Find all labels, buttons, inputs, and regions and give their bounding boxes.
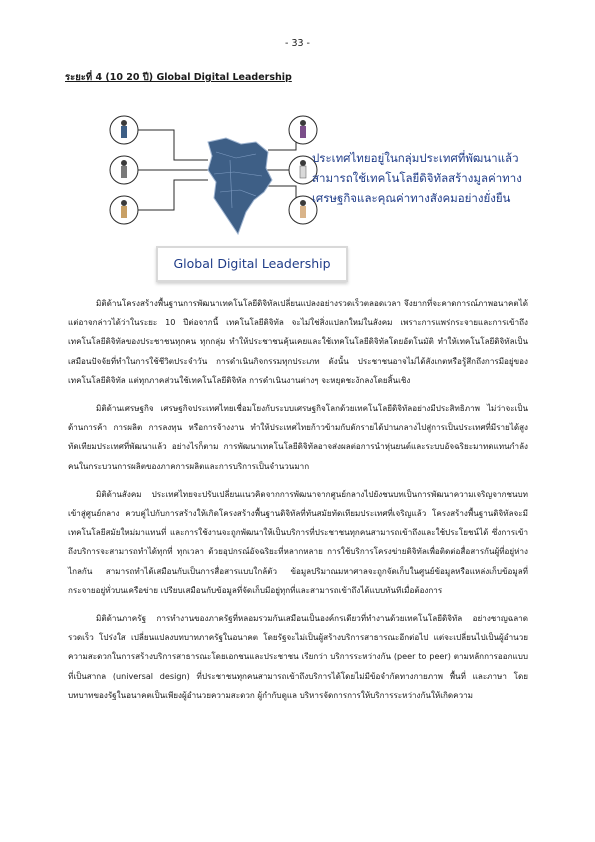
thailand-map-icon [208,138,272,234]
paragraph-economy: มิติด้านเศรษฐกิจ เศรษฐกิจประเทศไทยเชื่อมโยงกับระบบเศรษฐกิจโลกด้วยเทคโนโลยีดิจิทัลอย่างมีประสิทธิภาพ ไม่ว่าจะเป็นด้านการค้า การผลิต การลงทุน หรือการจ้างงาน ทำให้ประเทศไทยก้าวข้ามกับดักรายได้ปานกลางไปสู่การเป็นประเทศที่มีรายได้สูงทัดเทียมประเทศที่พัฒนาแล้ว อย่างไรก็ตาม การพัฒนาเทคโนโลยีดิจิทัลอาจส่งผลต่อการนำหุ่นยนต์และระบบอัจฉริยะมาทดแทนกำลังคนในกระบวนการผลิตของภาคการผลิตและการบริการเป็นจำนวนมาก [68,403,528,471]
paragraph-government: มิติด้านภาครัฐ การทำงานของภาครัฐที่หลอมรวมกันเสมือนเป็นองค์กรเดียวที่ทำงานด้วยเทคโนโลยีดิจิทัล อย่างชาญฉลาด รวดเร็ว โปร่งใส เปลี่ยนแปลงบทบาทภาครัฐในอนาคต โดยรัฐจะไม่เป็นผู้สร้างบริการสาธารณะอีกต่อไป แต่จะเปลี่ยนไปเป็นผู้อำนวยความสะดวกในการสร้างบริการสาธารณะโดยเอกชนและประชาชน เรียกว่า บริการระหว่างกัน (peer to peer) ตามหลักการออกแบบที่เป็นสากล (universal design) ที่ประชาชนทุกคนสามารถเข้าถึงบริการได้โดยไม่มีข้อจำกัดทางกายภาพ พื้นที่ และภาษา โดยบทบาทของรัฐในอนาคตเป็นเพียงผู้อำนวยความสะดวก ผู้กำกับดูแล บริหารจัดการการให้บริการระหว่างกันให้เกิดความ [68,613,528,700]
caption-line: สามารถใช้เทคโนโลยีดิจิทัลสร้างมูลค่าทาง [312,171,522,185]
caption-line: เศรษฐกิจและคุณค่าทางสังคมอย่างยั่งยืน [312,191,511,205]
section-heading: ระยะที่ 4 (10 20 ปี) Global Digital Leadership [65,72,292,83]
caption-line: ประเทศไทยอยู่ในกลุ่มประเทศที่พัฒนาแล้ว [312,151,519,165]
body-text [68,294,528,705]
page-number: - 33 - [285,38,310,49]
person-icon-4 [289,116,317,144]
paragraph-society: มิติด้านสังคม ประเทศไทยจะปรับเปลี่ยนแนวคิดจากการพัฒนาจากศูนย์กลางไปยังชนบทเป็นการพัฒนาความเจริญจากชนบทเข้าสู่ศูนย์กลาง ควบคู่ไปกับการสร้างให้เกิดโครงสร้างพื้นฐานดิจิทัลที่ทันสมัยทัดเทียมประเทศที่เจริญแล้ว โครงสร้างพื้นฐานดิจิทัลจะมีเทคโนโลยีสมัยใหม่มาแทนที่ และการใช้งานจะถูกพัฒนาให้เป็นบริการที่ประชาชนทุกคนสามารถเข้าถึงและใช้ประโยชน์ได้ ซึ่งการเข้าถึงบริการจะสามารถทำได้ทุกที่ ทุกเวลา ด้วยอุปกรณ์อัจฉริยะที่หลากหลาย การใช้บริการโครงข่ายดิจิทัลเพื่อติดต่อสื่อสารกันผู้ที่อยู่ห่างไกลกัน สามารถทำได้เสมือนกับเป็นการสื่อสารแบบใกล้ตัว ข้อมูลปริมาณมหาศาลจะถูกจัดเก็บในศูนย์ข้อมูลหรือแหล่งเก็บข้อมูลที่กระจายอยู่ทั่วบนเครือข่าย เปรียบเสมือนกับข้อมูลที่จัดเก็บมีอยู่ทุกที่และสามารถเข้าถึงได้แบบทันทีเมื่อต้องการ [68,488,528,595]
person-icon-1 [110,116,138,144]
person-icon-2 [110,156,138,184]
global-digital-leadership-banner: Global Digital Leadership [156,246,348,282]
figure-caption [312,148,527,208]
person-icon-3 [110,196,138,224]
paragraph-infrastructure: มิติด้านโครงสร้างพื้นฐานการพัฒนาเทคโนโลยีดิจิทัลเปลี่ยนแปลงอย่างรวดเร็วตลอดเวลา จึงยากที่จะคาดการณ์ภาพอนาคตได้ แต่อาจกล่าวได้ว่าในระยะ 10 ปีต่อจากนี้ เทคโนโลยีดิจิทัล จะไม่ใช่สิ่งแปลกใหม่ในสังคม เพราะการแพร่กระจายและการเข้าถึงเทคโนโลยีดิจิทัลของประชาชนทุกคน ทุกกลุ่ม ทำให้ประชาชนคุ้นเคยและใช้เทคโนโลยีดิจิทัลโดยอัตโนมัติ ทำให้เทคโนโลยีดิจิทัลเป็นเสมือนปัจจัยที่ทำในการใช้ชีวิตประจำวัน การดำเนินกิจกรรมทุกประเภท ดังนั้น ประชาชนอาจไม่ได้สังเกตหรือรู้สึกถึงการมีอยู่ของเทคโนโลยีดิจิทัล แต่ทุกภาคส่วนใช้เทคโนโลยีดิจิทัล การดำเนินงานต่างๆ จะหยุดชะงักลงโดยสิ้นเชิง [68,298,528,385]
